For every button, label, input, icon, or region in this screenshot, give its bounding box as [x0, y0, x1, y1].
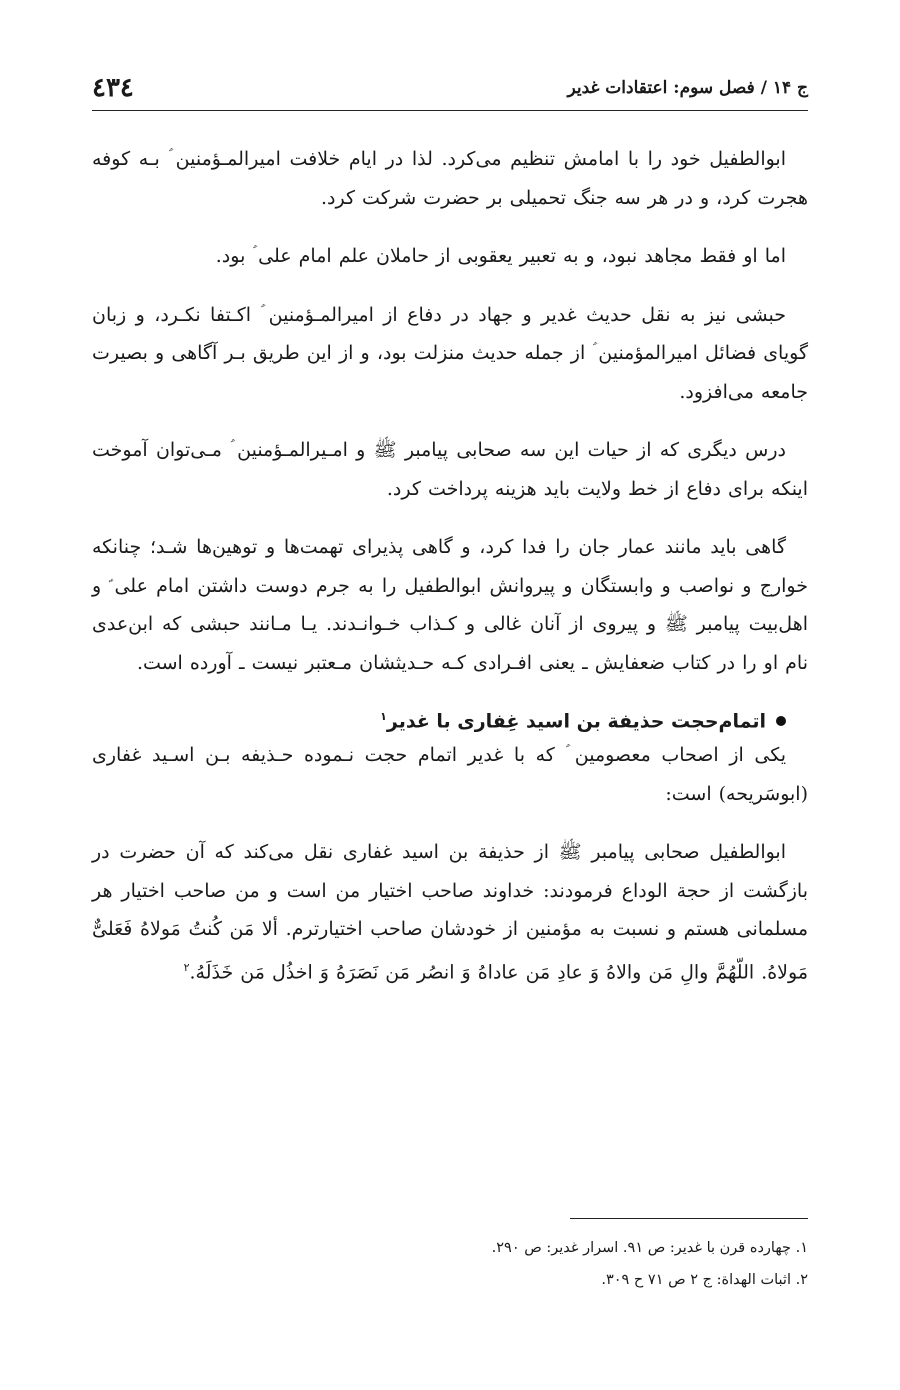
paragraph: حبشی نیز به نقل حدیث غدیر و جهاد در دفاع از امیرالمـؤمنین ؑ اکـتفا نکـرد، و زبان گویای فضائل امیرالمؤمنین ؑ از جمله حدیث منزلت بود، و از این طریق بـر آگاهی و بصیرت جامعه می‌افزود. — [92, 303, 808, 403]
page-number: ٤٣٤ — [92, 73, 134, 103]
footnote-marker: ۲ — [183, 960, 190, 974]
narration-paragraph — [92, 833, 808, 991]
section-heading — [92, 710, 808, 732]
footnote: ۲. اثبات الهداة: ج ۲ ص ۷۱ ح ۳۰۹. — [601, 1272, 808, 1288]
section-heading-text: اتمام‌حجت حذیفة بن اسید غِفاری با غدیر$^۱$ — [380, 710, 766, 733]
footnote-divider — [570, 1218, 808, 1219]
paragraph: گاهی باید مانند عمار جان را فدا کرد، و گاهی پذیرای تهمت‌ها و توهین‌ها شـد؛ چنانکه خوارج و نواصب و وابستگان و پیروانش ابوالطفیل را به جرم دوست داشتن امام علی ؑ و اهل‌بیت پیامبر ﷺ و پیروی از آنان غالی و کـذاب خـوانـدند. یـا مـانند حبشی که ابن‌عدی نام او را در کتاب ضعفایش ـ یعنی افـرادی کـه حـدیثشان مـعتبر نیست ـ آورده است. — [92, 536, 808, 674]
bullet-icon — [776, 716, 786, 726]
page-header — [92, 66, 808, 111]
page-body — [92, 140, 808, 1012]
paragraph: اما او فقط مجاهد نبود، و به تعبیر یعقوبی از حاملان علم امام علی ؑ بود. — [215, 245, 786, 267]
narration-text: ابوالطفیل صحابی پیامبر ﷺ از حذیفة بن اسید غفاری نقل می‌کند که آن حضرت در بازگشت از حجة الوداع فرمودند: خداوند صاحب اختیار من است و من صاحب اختیار هر مسلمانی هستم و نسبت به مؤمنین از خودشان صاحب اختیارترم. — [92, 841, 808, 941]
section-intro: یکی از اصحاب معصومین ؑ که با غدیر اتمام حجت نـموده حـذیفه بـن اسـید غفاری (ابوسَریحه) است: — [92, 744, 808, 805]
paragraph: ابوالطفیل خود را با امامش تنظیم می‌کرد. لذا در ایام خلافت امیرالمـؤمنین ؑ بـه کوفه هجرت کرد، و در هر سه جنگ تحمیلی بر حضرت شرکت کرد. — [92, 148, 808, 209]
footnote: ۱. چهارده قرن با غدیر: ص ۹۱. اسرار غدیر: ص ۲۹۰. — [491, 1240, 808, 1256]
hadith-quote: ألا مَن کُنتُ مَولاهُ فَعَلیٌّ مَولاهُ. اللّهُمَّ والِ مَن والاهُ وَ عادِ مَن عاداهُ وَ انصُر مَن نَصَرَهُ وَ اخذُل مَن خَذَلَهُ. — [92, 918, 808, 984]
footnotes — [92, 1232, 808, 1296]
paragraph: درس دیگری که از حیات این سه صحابی پیامبر ﷺ و امـیرالمـؤمنین ؑ مـی‌توان آموخت اینکه برای دفاع از خط ولایت باید هزینه پرداخت کرد. — [92, 439, 808, 500]
running-title: ج ۱۴ / فصل سوم: اعتقادات غدیر — [567, 78, 808, 98]
footnote-marker: ۱ — [380, 710, 387, 723]
